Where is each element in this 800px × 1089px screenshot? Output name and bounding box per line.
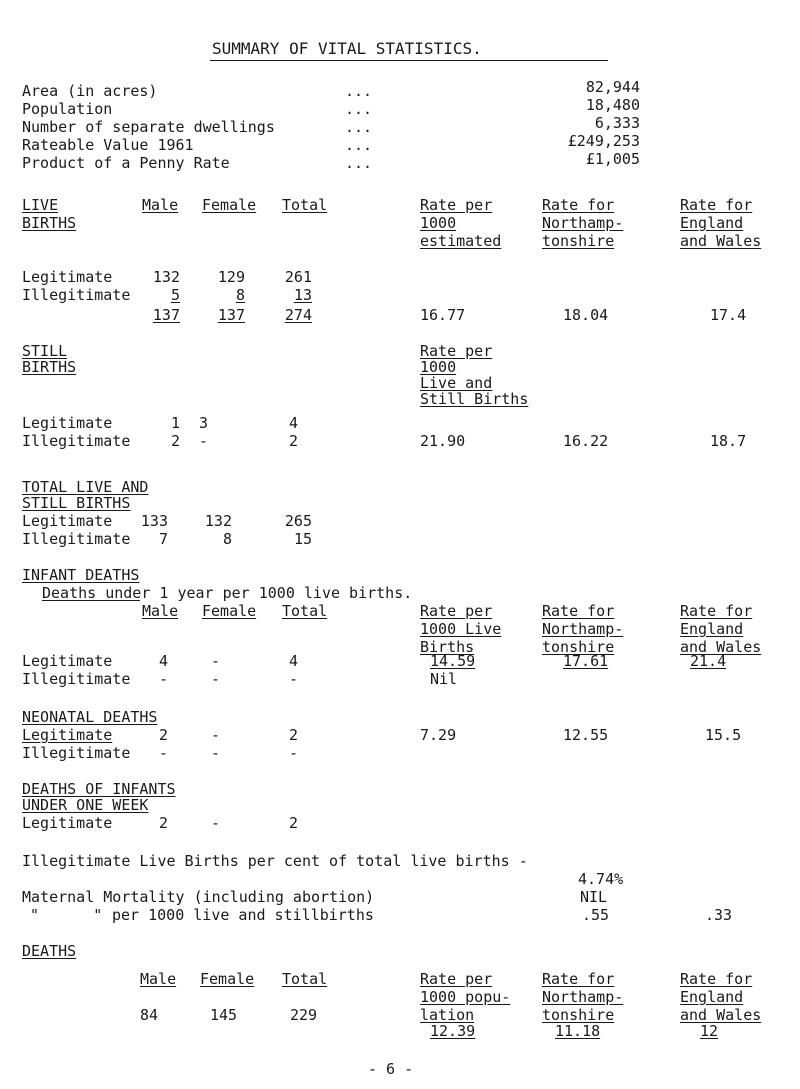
summary-value: 6,333	[594, 114, 640, 132]
row-label: Legitimate	[22, 268, 113, 286]
rate-header: tonshire	[542, 1006, 615, 1024]
rate-header: Northamp-	[542, 620, 624, 638]
total-male: 137	[152, 306, 180, 324]
rate-header: and Wales	[680, 638, 762, 656]
column-header: Total	[282, 602, 328, 620]
section-heading: TOTAL LIVE AND	[22, 478, 149, 496]
rate-value: 16.22	[563, 432, 609, 450]
maternal-value-2: .55	[582, 906, 610, 924]
rate-header: and Wales	[680, 1006, 762, 1024]
row-label: Legitimate	[22, 414, 113, 432]
illegit-pct-label: Illegitimate Live Births per cent of total live births -	[22, 852, 528, 870]
section-heading: NEONATAL DEATHS	[22, 708, 158, 726]
summary-label: Number of separate dwellings	[22, 118, 275, 136]
summary-label: Rateable Value 1961	[22, 136, 194, 154]
rate-value: 12.55	[563, 726, 609, 744]
maternal-value-3: .33	[705, 906, 733, 924]
column-header: Female	[202, 196, 257, 214]
cell-male: 1	[170, 414, 180, 432]
rate-value: 21.4	[690, 652, 727, 670]
rate-header: Rate for	[542, 602, 615, 620]
rate-value: 15.5	[705, 726, 742, 744]
total-female: 137	[217, 306, 245, 324]
rate-header: Rate per	[420, 602, 493, 620]
column-header: Total	[282, 196, 328, 214]
cell-male: 2	[158, 814, 168, 832]
maternal-label-2: per 1000 live and stillbirths	[112, 906, 374, 924]
rate-header: 1000	[420, 214, 457, 232]
rate-header: Rate for	[542, 196, 615, 214]
rate-header: England	[680, 988, 744, 1006]
row-label: Illegitimate	[22, 670, 131, 688]
cell-total: 2	[288, 814, 298, 832]
rate-value: 17.4	[710, 306, 747, 324]
cell-male: 2	[170, 432, 180, 450]
section-heading: UNDER ONE WEEK	[22, 796, 149, 814]
rate-header: Rate per	[420, 196, 493, 214]
cell-total: 2	[288, 726, 298, 744]
deaths-female: 145	[210, 1006, 238, 1024]
rate-value: 12	[700, 1022, 719, 1040]
row-label: Legitimate	[22, 814, 113, 832]
row-label: Illegitimate	[22, 744, 131, 762]
section-heading: INFANT DEATHS	[22, 566, 140, 584]
section-heading: BIRTHS	[22, 214, 77, 232]
cell-total: -	[288, 744, 298, 762]
rate-header: tonshire	[542, 638, 615, 656]
summary-label: Product of a Penny Rate	[22, 154, 230, 172]
section-heading: STILL BIRTHS	[22, 494, 131, 512]
rate-value: 21.90	[420, 432, 466, 450]
summary-dots: ...	[345, 154, 373, 172]
rate-header: Rate per	[420, 970, 493, 988]
rate-header: Rate for	[680, 970, 753, 988]
rate-value: 12.39	[430, 1022, 476, 1040]
rate-header: Still Births	[420, 390, 529, 408]
row-label: Illegitimate	[22, 432, 131, 450]
cell-total: 2	[288, 432, 298, 450]
cell-total: 261	[284, 268, 312, 286]
cell-female: -	[210, 726, 220, 744]
cell-female: -	[210, 744, 220, 762]
row-label: Illegitimate	[22, 286, 131, 304]
rate-header: 1000 popu-	[420, 988, 511, 1006]
section-heading: STILL	[22, 342, 68, 360]
total-total: 274	[284, 306, 312, 324]
cell-total: 4	[288, 652, 298, 670]
rate-header: tonshire	[542, 232, 615, 250]
cell-female: 129	[217, 268, 245, 286]
section-subheading: Deaths under 1 year per 1000 live births.	[42, 584, 413, 602]
rate-header: 1000 Live	[420, 620, 502, 638]
summary-dots: ...	[345, 118, 373, 136]
section-heading: LIVE	[22, 196, 59, 214]
cell-female: 3	[198, 414, 208, 432]
rate-header: Northamp-	[542, 988, 624, 1006]
row-label: Legitimate	[22, 512, 113, 530]
illegit-pct-value: 4.74%	[578, 870, 624, 888]
page-number: - 6 -	[368, 1060, 414, 1078]
column-header: Female	[200, 970, 255, 988]
cell-total: 4	[288, 414, 298, 432]
rate-header: England	[680, 620, 744, 638]
summary-label: Area (in acres)	[22, 82, 158, 100]
summary-dots: ...	[345, 100, 373, 118]
cell-female: -	[210, 670, 220, 688]
column-header: Male	[142, 196, 179, 214]
column-header: Male	[142, 602, 179, 620]
column-header: Male	[140, 970, 177, 988]
cell-male: 5	[170, 286, 180, 304]
cell-total: 265	[284, 512, 312, 530]
cell-male: -	[158, 744, 168, 762]
column-header: Female	[202, 602, 257, 620]
rate-header: Births	[420, 638, 475, 656]
ditto-marks: " "	[30, 906, 103, 924]
cell-female: -	[198, 432, 208, 450]
rate-value: 16.77	[420, 306, 466, 324]
cell-male: 4	[158, 652, 168, 670]
rate-value: 17.61	[563, 652, 609, 670]
cell-male: 132	[152, 268, 180, 286]
row-label: Legitimate	[22, 652, 113, 670]
rate-header: Rate per	[420, 342, 493, 360]
summary-value: £1,005	[585, 150, 640, 168]
summary-dots: ...	[345, 136, 373, 154]
maternal-label: Maternal Mortality (including abortion)	[22, 888, 375, 906]
rate-header: Rate for	[680, 196, 753, 214]
section-heading: DEATHS OF INFANTS	[22, 780, 176, 798]
cell-female: 8	[222, 530, 232, 548]
summary-value: 18,480	[585, 96, 640, 114]
row-label: Illegitimate	[22, 530, 131, 548]
page-title: SUMMARY OF VITAL STATISTICS.	[212, 39, 482, 58]
cell-female: -	[210, 814, 220, 832]
cell-male: -	[158, 670, 168, 688]
rate-value: 7.29	[420, 726, 457, 744]
rate-header: 1000	[420, 358, 457, 376]
cell-total: -	[288, 670, 298, 688]
rate-header: Northamp-	[542, 214, 624, 232]
section-heading: BIRTHS	[22, 358, 77, 376]
rate-header: and Wales	[680, 232, 762, 250]
cell-male: 2	[158, 726, 168, 744]
summary-dots: ...	[345, 82, 373, 100]
rate-header: Rate for	[680, 602, 753, 620]
cell-total: 15	[293, 530, 312, 548]
section-heading: DEATHS	[22, 942, 77, 960]
rate-header: Rate for	[542, 970, 615, 988]
rate-value: 11.18	[555, 1022, 601, 1040]
rate-header: Live and	[420, 374, 493, 392]
rate-value: 18.04	[563, 306, 609, 324]
summary-value: 82,944	[585, 78, 640, 96]
cell-total: 13	[293, 286, 312, 304]
summary-value: £249,253	[567, 132, 640, 150]
rate-header: estimated	[420, 232, 502, 250]
rate-header: England	[680, 214, 744, 232]
cell-male: 7	[158, 530, 168, 548]
rate-header: lation	[420, 1006, 475, 1024]
cell-female: -	[210, 652, 220, 670]
deaths-male: 84	[140, 1006, 159, 1024]
rate-value: Nil	[430, 670, 458, 688]
cell-female: 132	[204, 512, 232, 530]
rate-value: 18.7	[710, 432, 747, 450]
cell-male: 133	[140, 512, 168, 530]
rate-value: 14.59	[430, 652, 476, 670]
maternal-value: NIL	[580, 888, 608, 906]
deaths-total: 229	[290, 1006, 318, 1024]
cell-female: 8	[235, 286, 245, 304]
summary-label: Population	[22, 100, 113, 118]
column-header: Total	[282, 970, 328, 988]
row-label: Legitimate	[22, 726, 113, 744]
